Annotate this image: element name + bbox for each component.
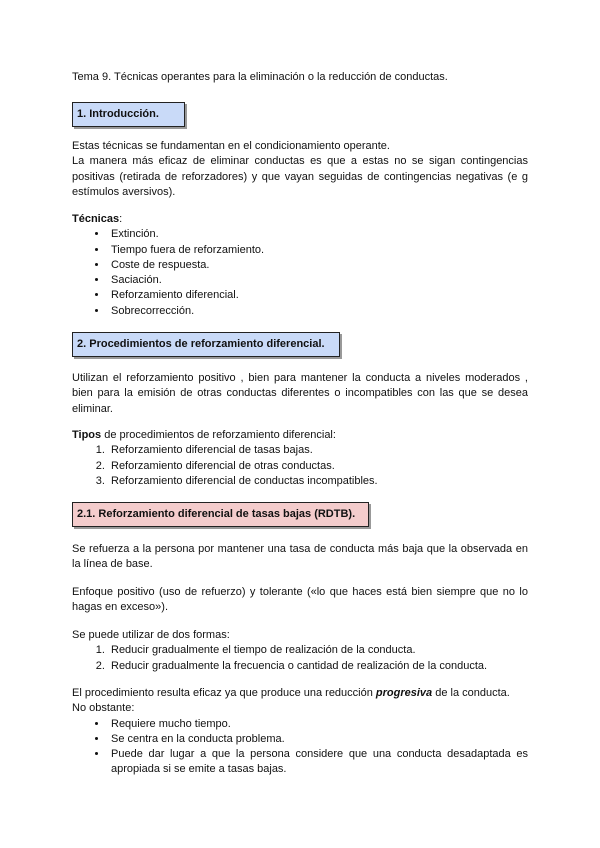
- techniques-block: [72, 212, 528, 319]
- document-title: Tema 9. Técnicas operantes para la eliminación o la reducción de conductas.: [72, 71, 448, 83]
- list-item: • Requiere mucho tiempo.: [108, 717, 528, 732]
- list-item: 1. Reducir gradualmente el tiempo de realización de la conducta.: [108, 643, 528, 658]
- efficacy-sentence: [72, 686, 528, 701]
- list-item: 2. Reducir gradualmente la frecuencia o cantidad de realización de la conducta.: [108, 659, 528, 674]
- efficacy-emphasis: progresiva: [375, 687, 433, 699]
- list-item: • Sobrecorrección.: [108, 304, 528, 319]
- drawbacks-block: [72, 686, 528, 778]
- list-item: 3. Reforzamiento diferencial de conductas incompatibles.: [108, 474, 528, 489]
- list-item: • Puede dar lugar a que la persona considere que una conducta desadaptada es apropiada si se emite a tasas bajas.: [108, 747, 528, 778]
- list-item: • Saciación.: [108, 273, 528, 288]
- list-item: • Reforzamiento diferencial.: [108, 288, 528, 303]
- list-item: • Tiempo fuera de reforzamiento.: [108, 243, 528, 258]
- section-heading-rdtb: 2.1. Reforzamiento diferencial de tasas bajas (RDTB).: [72, 502, 369, 527]
- section-heading-introduccion: 1. Introducción.: [72, 102, 185, 127]
- techniques-label: Técnicas: [72, 213, 120, 225]
- intro-p2: La manera más eficaz de eliminar conductas es que a estas no se sigan contingencias positivas (retirada de reforzadores) y que vayan seguidas de contingencias negativas (e g estímulos aversivos).: [72, 155, 528, 198]
- list-item: 2. Reforzamiento diferencial de otras conductas.: [108, 459, 528, 474]
- procedimientos-paragraph: Utilizan el reforzamiento positivo , bien para mantener la conducta a niveles moderados , bien para la emisión de otras conductas diferentes o incompatibles con las que se desea eliminar.: [72, 372, 528, 415]
- drawbacks-list: [72, 717, 528, 778]
- efficacy-post: de la conducta.: [432, 687, 510, 699]
- efficacy-pre: El procedimiento resulta eficaz ya que produce una reducción: [72, 687, 376, 699]
- list-item: • Extinción.: [108, 227, 528, 242]
- intro-p1: Estas técnicas se fundamentan en el condicionamiento operante.: [72, 140, 390, 152]
- list-item: 1. Reforzamiento diferencial de tasas bajas.: [108, 443, 528, 458]
- types-intro: de procedimientos de reforzamiento diferencial:: [101, 429, 336, 441]
- techniques-colon: :: [119, 213, 123, 225]
- rdtb-p1: Se refuerza a la persona por mantener una tasa de conducta más baja que la observada en la línea de base.: [72, 543, 528, 571]
- techniques-list: [72, 227, 528, 319]
- rdtb-p2: Enfoque positivo (uso de refuerzo) y tolerante («lo que haces está bien siempre que no lo hagas en exceso»).: [72, 586, 528, 614]
- intro-paragraph: [72, 139, 528, 200]
- list-item: • Se centra en la conducta problema.: [108, 732, 528, 747]
- however-label: No obstante:: [72, 702, 135, 715]
- types-label: Tipos: [72, 429, 102, 441]
- forms-intro: Se puede utilizar de dos formas:: [72, 629, 230, 641]
- section-heading-procedimientos: 2. Procedimientos de reforzamiento diferencial.: [72, 332, 340, 357]
- types-list: [72, 443, 528, 489]
- types-block: [72, 428, 528, 489]
- forms-block: [72, 628, 528, 674]
- forms-list: [72, 643, 528, 674]
- list-item: • Coste de respuesta.: [108, 258, 528, 273]
